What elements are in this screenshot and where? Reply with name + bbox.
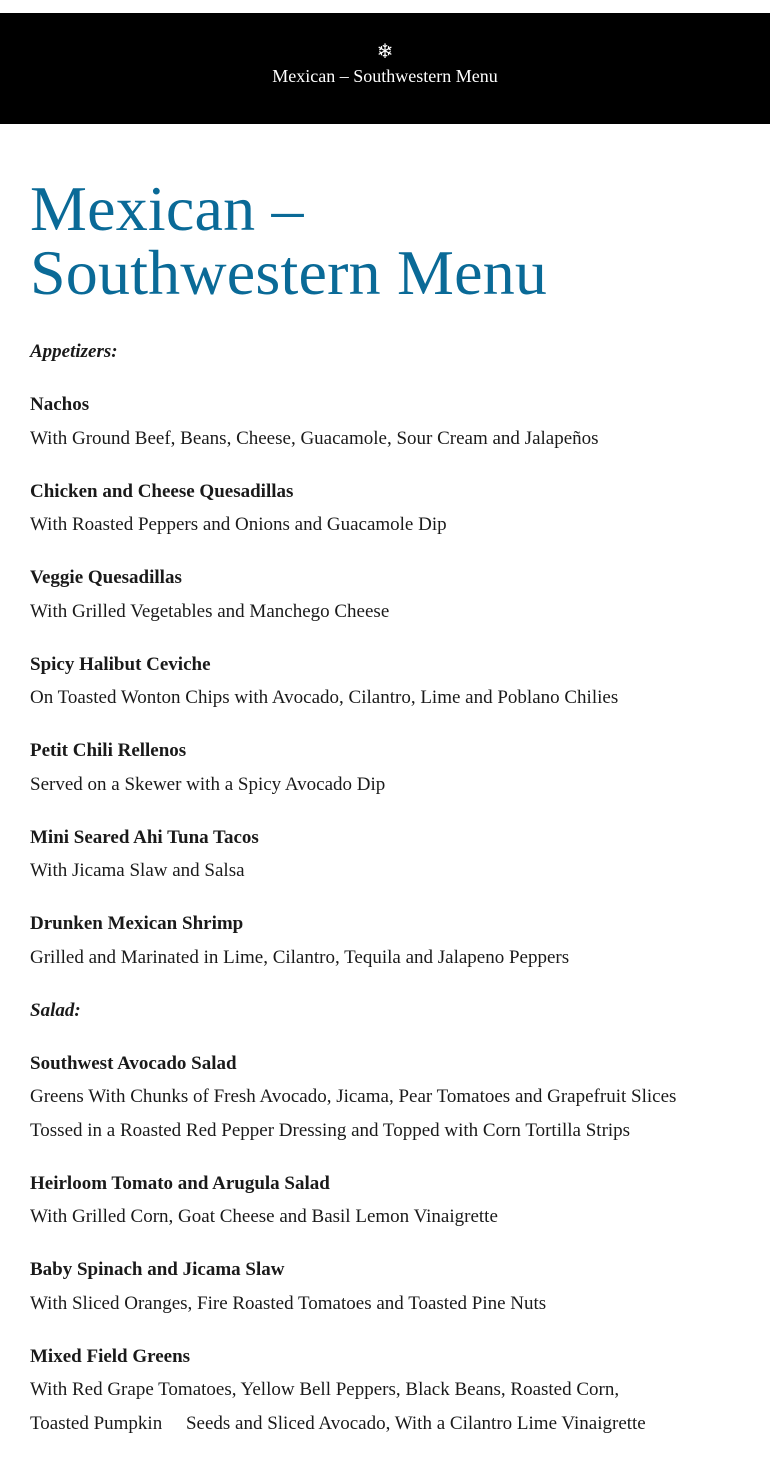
menu-item-name: Mini Seared Ahi Tuna Tacos — [30, 826, 259, 848]
section-heading: Appetizers: — [30, 341, 118, 362]
menu-item-description: With Red Grape Tomatoes, Yellow Bell Peppers, Black Beans, Roasted Corn, — [30, 1379, 620, 1400]
menu-item-description: With Sliced Oranges, Fire Roasted Tomatoes and Toasted Pine Nuts — [30, 1292, 547, 1314]
site-title[interactable]: Mexican – Southwestern Menu — [272, 66, 498, 86]
menu-item-description: With Jicama Slaw and Salsa — [30, 860, 245, 881]
menu-item-description: With Ground Beef, Beans, Cheese, Guacamole, Sour Cream and Jalapeños — [30, 427, 599, 449]
snowflake-icon: ❄ — [376, 39, 394, 63]
site-header — [0, 13, 770, 124]
menu-item — [30, 1259, 740, 1315]
menu-item-description: With Grilled Corn, Goat Cheese and Basil Lemon Vinaigrette — [30, 1206, 498, 1227]
menu-item-name: Nachos — [30, 394, 90, 415]
menu-item-name: Drunken Mexican Shrimp — [30, 913, 244, 934]
menu-item-description: With Roasted Peppers and Onions and Guacamole Dip — [30, 514, 447, 535]
menu-item-name: Spicy Halibut Ceviche — [30, 653, 211, 675]
menu-item-description: Greens With Chunks of Fresh Avocado, Jicama, Pear Tomatoes and Grapefruit Slices — [30, 1086, 677, 1107]
page-title-line-2: Southwestern Menu — [30, 237, 548, 308]
menu-item — [30, 913, 740, 969]
menu-item-name: Chicken and Cheese Quesadillas — [30, 480, 294, 502]
menu-item-name: Baby Spinach and Jicama Slaw — [30, 1259, 285, 1280]
menu-item-name: Petit Chili Rellenos — [30, 740, 187, 761]
menu-item-description: Toasted Pumpkin Seeds and Sliced Avocado, With a Cilantro Lime Vinaigrette — [30, 1412, 646, 1434]
menu-item-description: Tossed in a Roasted Red Pepper Dressing and Topped with Corn Tortilla Strips — [30, 1119, 631, 1141]
menu-item-name: Southwest Avocado Salad — [30, 1052, 237, 1074]
menu-item-name: Mixed Field Greens — [30, 1345, 191, 1367]
menu-item — [30, 654, 740, 710]
menu-item — [30, 1173, 740, 1229]
page-title-line-1: Mexican – — [30, 173, 304, 244]
menu-item — [30, 1053, 740, 1142]
menu-item — [30, 567, 740, 623]
menu-item-description: On Toasted Wonton Chips with Avocado, Cilantro, Lime and Poblano Chilies — [30, 687, 619, 708]
menu-content — [0, 173, 770, 1435]
menu-item-name: Heirloom Tomato and Arugula Salad — [30, 1172, 330, 1194]
menu-item-description: Served on a Skewer with a Spicy Avocado Dip — [30, 773, 386, 795]
menu-item — [30, 481, 740, 537]
menu-item-name: Veggie Quesadillas — [30, 567, 182, 588]
section-heading: Salad: — [30, 999, 81, 1021]
menu-item — [30, 740, 740, 796]
menu-list — [30, 341, 740, 1435]
menu-item-description: Grilled and Marinated in Lime, Cilantro, Tequila and Jalapeno Peppers — [30, 946, 570, 968]
menu-item — [30, 827, 740, 883]
page-title — [30, 173, 740, 308]
menu-item — [30, 1346, 740, 1435]
menu-item-description: With Grilled Vegetables and Manchego Cheese — [30, 600, 390, 622]
top-gap — [0, 0, 770, 13]
menu-item — [30, 394, 740, 450]
